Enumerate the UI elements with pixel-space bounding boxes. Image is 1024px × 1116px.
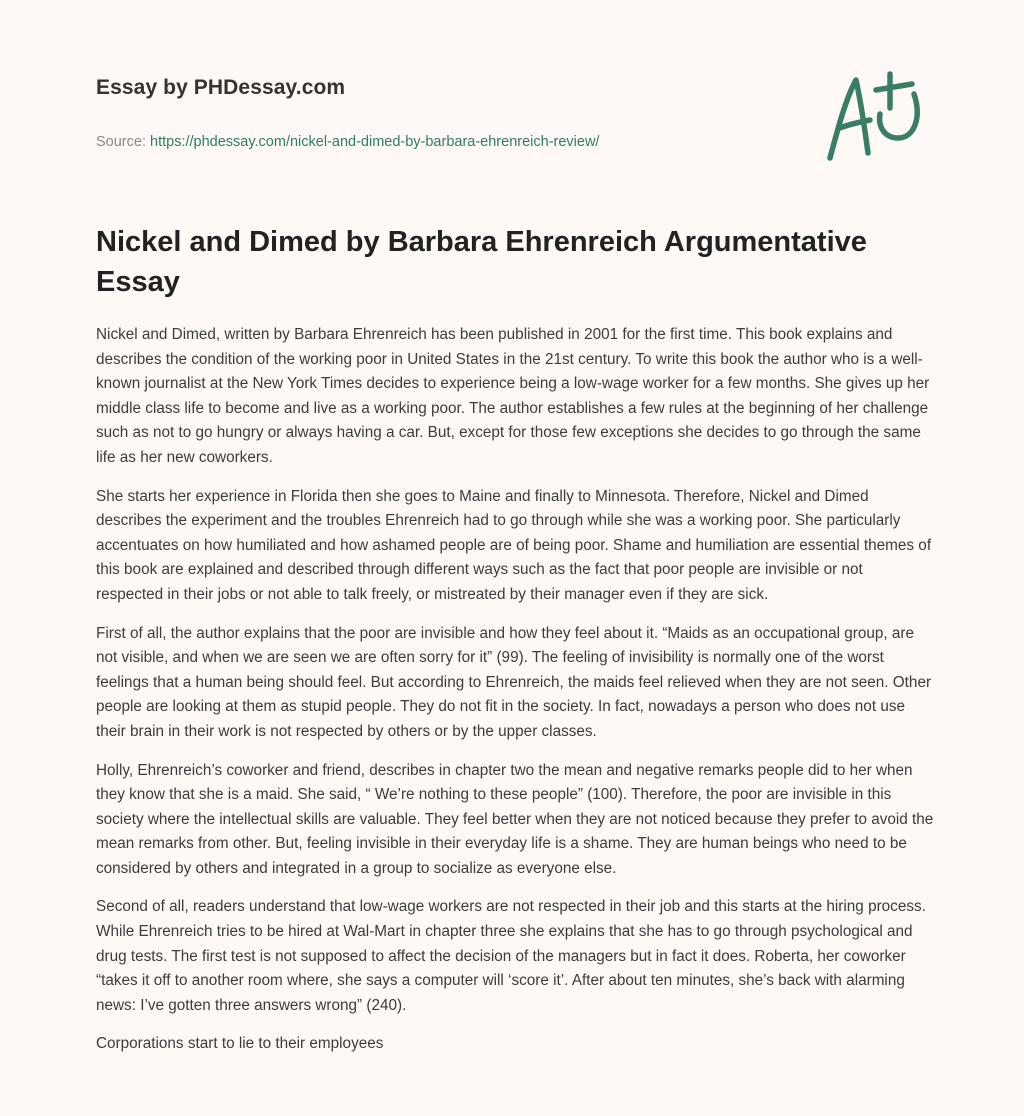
site-brand: Essay by PHDessay.com <box>96 76 346 99</box>
paragraph: She starts her experience in Florida then she goes to Maine and finally to Minnesota. Therefore, Nickel and Dimed describes the experiment and the troubles Ehrenreich had to go through while she was a working poor. She particularly accentuates on how humiliated and how ashamed people are of being poor. Shame and humiliation are essential themes of this book are explained and described through different ways such as the fact that poor people are invisible or not respected in their jobs or not able to talk freely, or mistreated by their manager even if they are sick. <box>96 487 932 603</box>
paragraph: Second of all, readers understand that low-wage workers are not respected in their job and this starts at the hiring process. While Ehrenreich tries to be hired at Wal-Mart in chapter three she explains that she has to go through psychological and drug tests. The first test is not supposed to affect the decision of the managers but in fact it does. Roberta, her coworker “takes it off to another room where, she says a computer will ‘score it’. After about ten minutes, she’s back with alarming news: I’ve gotten three answers wrong” (240). <box>96 898 926 1014</box>
site-header <box>96 76 926 150</box>
source-label: Source: <box>96 134 146 150</box>
essay-body <box>96 323 934 1071</box>
source-line <box>96 134 926 150</box>
paragraph: Corporations start to lie to their employees <box>96 1035 384 1053</box>
source-link[interactable]: https://phdessay.com/nickel-and-dimed-by-barbara-ehrenreich-review/ <box>150 134 600 150</box>
paragraph: Holly, Ehrenreich’s coworker and friend, describes in chapter two the mean and negative remarks people did to her when they know that she is a maid. She said, “ We’re nothing to these people” (100). Therefore, the poor are invisible in this society where the intellectual skills are valuable. They feel better when they are not noticed because they prefer to avoid the mean remarks from other. But, feeling invisible in their everyday life is a shame. They are human beings who need to be considered by others and integrated in a group to socialize as everyone else. <box>96 761 934 877</box>
a-plus-logo-icon <box>818 68 928 168</box>
paragraph: First of all, the author explains that the poor are invisible and how they feel about it. “Maids as an occupational group, are not visible, and when we are seen we are often sorry for it” (99). The feeling of invisibility is normally one of the worst feelings that a human being should feel. But according to Ehrenreich, the maids feel relieved when they are not seen. Other people are looking at them as stupid people. They do not fit in the society. In fact, nowadays a person who does not use their brain in their work is not respected by others or by the upper classes. <box>96 624 932 740</box>
paragraph: Nickel and Dimed, written by Barbara Ehrenreich has been published in 2001 for the first time. This book explains and describes the condition of the working poor in United States in the 21st century. To write this book the author who is a well-known journalist at the New York Times decides to experience being a low-wage worker for a few months. She gives up her middle class life to become and live as a working poor. The author establishes a few rules at the beginning of her challenge such as not to go hungry or always having a car. But, except for those few exceptions she decides to go through the same life as her new coworkers. <box>96 326 930 466</box>
essay-title: Nickel and Dimed by Barbara Ehrenreich Argumentative Essay <box>96 226 867 298</box>
